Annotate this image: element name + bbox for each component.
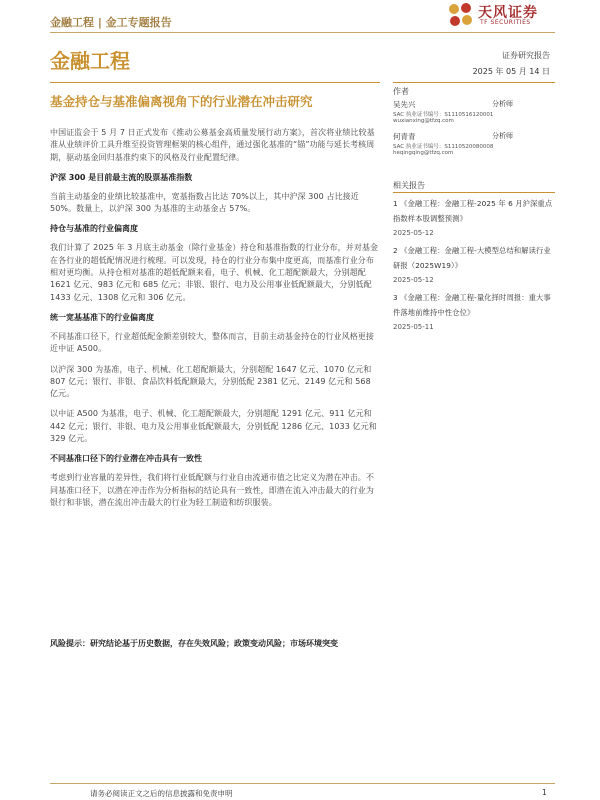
related-report-3[interactable]: 3 《金融工程：金融工程-量化择时周报：重大事件落地前维持中性仓位》 (393, 293, 551, 317)
header-breadcrumb: 金融工程 | 金工专题报告 (50, 16, 172, 29)
related-report-date: 2025-05-12 (393, 229, 434, 237)
logo-mark-icon (446, 2, 476, 28)
related-report-2[interactable]: 2 《金融工程：金融工程-大模型总结和解读行业研报（2025W19）》 (393, 246, 551, 270)
author-email[interactable]: wuxianxing@tfzq.com (393, 118, 454, 124)
summary-paragraph: 我们计算了 2025 年 3 月底主动基金（除行业基金）持仓和基准指数的行业分布，并对基金在各行业的超低配情况进行梳理。可以发现，持仓的行业分布集中度更高，而基准行业分布相对更均衡。从持仓相对基准的超低配额来看，电子、机械、化工超配额最大，分别超配 1621 亿元、983 亿元和 685 亿元；非银、银行、电力及公用事业低配额最大，分别低配 1433 亿元、1308 亿元和 306 亿元。 (50, 243, 379, 302)
related-report-date: 2025-05-11 (393, 323, 434, 331)
intro-paragraph: 中国证监会于 5 月 7 日正式发布《推动公募基金高质量发展行动方案》，首次将业绩比较基准从业绩评价工具升维至投资管理框架的核心组件，通过强化基准的“锚”功能与延长考核周期，驱动基金回归基准约束下的风格及行业配置纪律。 (50, 128, 375, 162)
header-divider (50, 32, 555, 33)
summary-paragraph: 考虑到行业容量的差异性，我们将行业低配额与行业自由流通市值之比定义为潜在冲击。不同基准口径下，以潜在冲击作为分析指标的结论具有一致性，即潜在流入冲击最大的行业为银行和非银，潜在流出冲击最大的行业为轻工制造和纺织服装。 (50, 473, 374, 507)
author-cert: SAC 执业证书编号：S1110520080008 (393, 144, 494, 150)
summary-paragraph: 不同基准口径下，行业超低配金额差别较大，整体而言，目前主动基金持仓的行业风格更接近中证 A500。 (50, 331, 374, 354)
related-report-date: 2025-05-12 (393, 276, 434, 284)
summary-heading: 沪深 300 是目前最主流的股票基准指数 (50, 172, 193, 182)
page-number: 1 (542, 788, 547, 797)
author-role: 分析师 (492, 132, 513, 140)
author-cert: SAC 执业证书编号：S1110516120001 (393, 112, 494, 118)
logo-subtext: TF SECURITIES (480, 19, 531, 26)
summary-heading: 统一宽基基准下的行业偏离度 (50, 312, 154, 322)
disclaimer-notice: 请务必阅读正文之后的信息披露和免责申明 (90, 789, 233, 798)
report-title: 基金持仓与基准偏离视角下的行业潜在冲击研究 (50, 94, 313, 109)
footer-divider (50, 783, 555, 784)
author-block-2 (393, 131, 555, 156)
related-divider (393, 192, 555, 193)
summary-heading: 持仓与基准的行业偏离度 (50, 224, 138, 234)
summary-paragraph: 以中证 A500 为基准，电子、机械、化工超配额最大，分别超配 1291 亿元、911 亿元和 442 亿元；银行、非银、电力及公用事业低配额最大，分别低配 1286 亿元、1033 亿元和 329 亿元。 (50, 409, 377, 444)
summary-heading: 不同基准口径下的行业潜在冲击具有一致性 (50, 454, 202, 464)
author-name: 何青青 (393, 132, 416, 141)
report-type: 证券研究报告 (502, 51, 550, 60)
summary-paragraph: 以沪深 300 为基准，电子、机械、化工超配额最大，分别超配 1647 亿元、1070 亿元和 807 亿元；银行、非银、食品饮料低配额最大，分别低配 2381 亿元、2149 亿元和 568 亿元。 (50, 364, 372, 399)
author-email[interactable]: heqingqing@tfzq.com (393, 150, 454, 156)
section-title: 金融工程 (50, 49, 130, 73)
authors-heading: 作者 (393, 87, 409, 96)
author-name: 吴先兴 (393, 100, 416, 109)
related-heading: 相关报告 (393, 181, 425, 190)
report-date: 2025 年 05 月 14 日 (472, 67, 550, 76)
author-block-1 (393, 99, 555, 124)
summary-body (50, 127, 380, 509)
sidebar-divider (393, 82, 555, 83)
author-role: 分析师 (492, 100, 513, 108)
summary-paragraph: 当前主动基金的业绩比较基准中，宽基指数占比达 70%以上，其中沪深 300 占比接近 50%。数量上，以沪深 300 为基准的主动基金占 57%。 (50, 191, 359, 214)
logo-text: 天风证券 (478, 5, 538, 21)
related-report-1[interactable]: 1 《金融工程：金融工程-2025 年 6 月沪深重点指数样本股调整预测》 (393, 199, 553, 223)
title-divider (50, 82, 380, 83)
risk-warning: 风险提示：研究结论基于历史数据，存在失效风险；政策变动风险；市场环境突变 (50, 639, 338, 648)
